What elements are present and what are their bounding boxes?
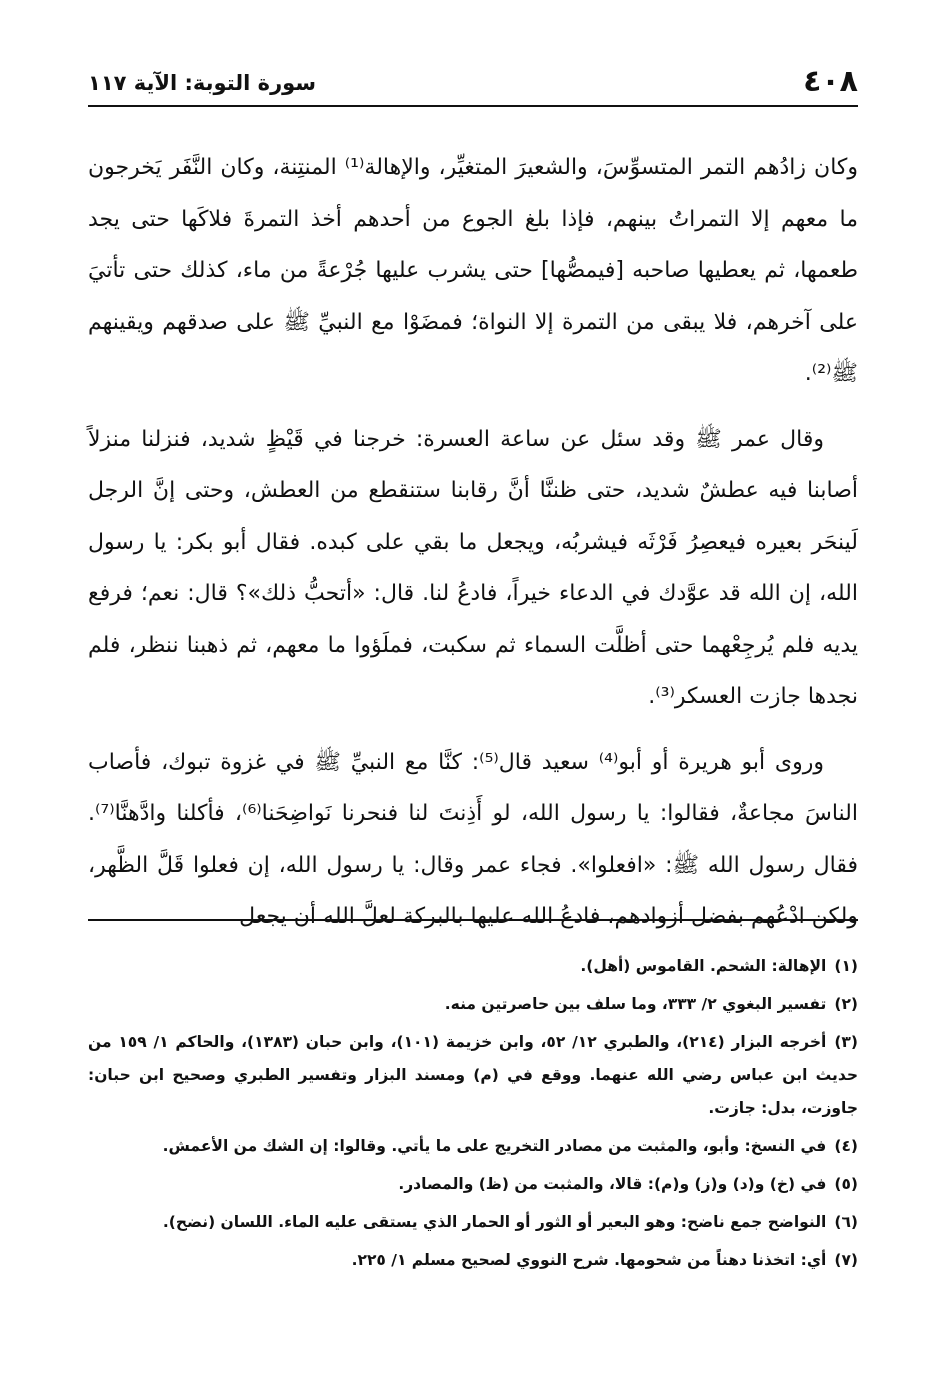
page-header <box>88 64 858 104</box>
footnote-marker: (٥) <box>834 1175 858 1193</box>
footnotes <box>88 950 858 1282</box>
footnote-marker: (٣) <box>834 1033 858 1051</box>
footnote-text: في (خ) و(د) و(ز) و(م): قالا، والمثبت من (ظ) والمصادر. <box>398 1175 827 1193</box>
footnote <box>88 1168 858 1201</box>
footnote <box>88 1244 858 1277</box>
footnote-marker: (٤) <box>834 1137 858 1155</box>
footnote-rule <box>88 919 858 921</box>
footnote-text: تفسير البغوي ٢/ ٣٣٣، وما سلف بين حاصرتين منه. <box>444 995 827 1013</box>
paragraph: وروى أبو هريرة أو أبو⁽⁴⁾ سعيد قال⁽⁵⁾: كنَّا مع النبيِّ ﷺ في غزوة تبوك، فأصاب الناسَ مجاعةٌ، فقالوا: يا رسول الله، لو أَذِنتَ لنا فنحرنا نَواضِحَنا⁽⁶⁾، فأكلنا وادَّهنَّا⁽⁷⁾. فقال رسول الله ﷺ: «افعلوا». فجاء عمر وقال: يا رسول الله، إن فعلوا قَلَّ الظَّهر، ولكن ادْعُهم بفضل أزوادهم، فادعُ الله عليها بالبركة لعلَّ الله أن يجعل <box>88 749 858 929</box>
footnote-text: النواضح جمع ناضح: وهو البعير أو الثور أو الحمار الذي يستقى عليه الماء. اللسان (نضح). <box>162 1213 827 1231</box>
footnote <box>88 1130 858 1163</box>
footnote-marker: (٢) <box>834 995 858 1013</box>
footnote-text: في النسخ: وأبو، والمثبت من مصادر التخريج على ما يأتي. وقالوا: إن الشك من الأعمش. <box>162 1137 827 1155</box>
footnote-text: أي: اتخذنا دهناً من شحومها. شرح النووي لصحيح مسلم ١/ ٢٢٥. <box>351 1251 827 1269</box>
running-title: سورة التوبة: الآية ١١٧ <box>88 71 316 95</box>
footnote-marker: (٦) <box>834 1213 858 1231</box>
footnote <box>88 1026 858 1125</box>
main-text <box>88 142 858 957</box>
page-number: ٤٠٨ <box>803 64 858 99</box>
paragraph: وكان زادُهم التمر المتسوِّسَ، والشعيرَ المتغيِّر، والإهالة⁽¹⁾ المنتِنة، وكان النَّفَر يَخرجون ما معهم إلا التمراتُ بينهم، فإذا بلغ الجوع من أحدهم أخذ التمرةَ فلاكَها حتى يجد طعمها، ثم يعطيها صاحبه [فيمصُّها] حتى يشرب عليها جُرْعةً من ماء، كذلك حتى تأتيَ على آخرهم، فلا يبقى من التمرة إلا النواة؛ فمضَوْا مع النبيِّ ﷺ على صدقهم ويقينهم ﷺ⁽²⁾. <box>88 155 859 386</box>
footnote <box>88 950 858 983</box>
header-rule <box>88 105 858 107</box>
footnote <box>88 988 858 1021</box>
paragraph: وقال عمر ﷺ وقد سئل عن ساعة العسرة: خرجنا في قَيْظٍ شديد، فنزلنا منزلاً أصابنا فيه عطشٌ شديد، حتى ظننَّا أنَّ رقابنا ستنقطع من العطش، وحتى إنَّ الرجل لَينحَر بعيره فيعصِرُ فَرْثَه فيشربُه، ويجعل ما بقي على كبده. فقال أبو بكر: يا رسول الله، إن الله قد عوَّدك في الدعاء خيراً، فادعُ لنا. قال: «أتحبُّ ذلك»؟ قال: نعم؛ فرفع يديه فلم يُرجِعْهما حتى أظلَّت السماء ثم سكبت، فملَؤوا ما معهم، ثم ذهبنا ننظر، فلم نجدها جازت العسكر⁽³⁾. <box>88 426 858 709</box>
footnote-text: أخرجه البزار (٢١٤)، والطبري ١٢/ ٥٢، وابن خزيمة (١٠١)، وابن حبان (١٣٨٣)، والحاكم ١/ ١٥٩ من حديث ابن عباس رضي الله عنهما. ووقع في (م) ومسند البزار وتفسير الطبري وصحيح ابن حبان: جاوزت، بدل: جازت. <box>88 1033 858 1117</box>
footnote-text: الإهالة: الشحم. القاموس (أهل). <box>580 957 827 975</box>
footnote-marker: (١) <box>834 957 858 975</box>
footnote <box>88 1206 858 1239</box>
footnote-marker: (٧) <box>834 1251 858 1269</box>
